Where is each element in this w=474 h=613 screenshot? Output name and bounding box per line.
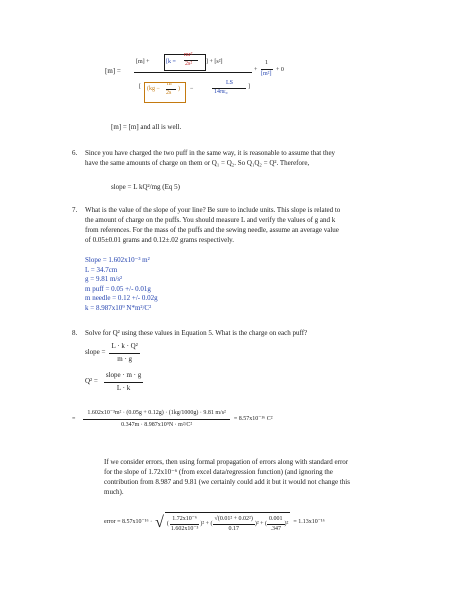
eq-den-right-den: 14πε₀ — [214, 89, 228, 95]
dimensional-conclusion: [m] = [m] and all is well. — [111, 123, 182, 131]
equation-5: slope = L kQ²/mg (Eq 5) — [111, 183, 180, 191]
eq-den-left-den: 2s — [166, 90, 172, 96]
eq-den-bracket: [ — [139, 84, 141, 90]
errors-text-line: much). — [104, 488, 124, 496]
eq-boxed-frac-num: mr² — [184, 52, 193, 58]
sqrt-sign: √ — [155, 514, 164, 531]
eq-num-part1: [m] + — [136, 59, 150, 65]
eq-boxed-frac-den: 2s² — [185, 61, 193, 67]
error-equation: error = 8.57x10⁻¹⁶ · √ ( $\frac{\text{1.72x10⁻⁶}}{\text{1.602x10⁻³}}$ )² + ( $\frac{\text{√(0.01² + 0.02²)}}{0.17}$ )² + ( $\frac{0.001}{.347}$ )² = 1.13x10⁻¹⁶ — [104, 514, 325, 532]
question-text-line: Solve for Q² using these values in Equation 5. What is the charge on each puff? — [85, 329, 308, 337]
measured-values — [85, 256, 158, 313]
document-page: [m] = [m] + [k = mr² 2s² ] + [s²] [ (kg − m 2s ) − LS 14πε₀ ] + 1 [m²] + 0 [m] = [m] and all is well. 6. Since you have charged the two puff in the same way, it is reasonable to assume that they have the same amounts of charge on them or Q₁ = Q₂. So Q₁Q₂ = Q². Therefore, slope = L kQ²/mg (Eq 5) 7. What is the value of the slope of your line? Be sure to include units. This slope is related to the amount of charge on the puffs. You should measure L and verify the values of g and k from references. For the mass of the puffs and the sewing needle, assume an average value of 0.05±0.01 grams and 0.12±.02 grams respectively. Slope = 1.602x10⁻³ m² L = 34.7cm g = 9.81 m/s² m puff = 0.05 +/- 0.01g m needle = 0.12 +/- 0.02g k = 8.987x10⁹ N*m²/C² 8. Solve for Q² using these values in Equation 5. What is the charge on each puff? slope = $\frac{\text{L · k · Q²}}{m \cdot g}$ Q² = $\frac{\text{slope · m · g}}{L \cdot k}$ = $\frac{\text{1.602x10⁻³m² · (0.05g + 0.12g) · (1kg/1000g) · 9.81 m/s²}}{\text{0.347m · 8.987x10⁹N · m²/C²}}$ = 8.57x10⁻¹⁶ C² If we consider errors, then using formal propagation of errors along with standard error for the slope of 1.72x10⁻⁶ (from excel data/regression function) (and ignoring the contribution from 8.987 and 9.81 (we certainly could add it but it would not change this much). error = 8.57x10⁻¹⁶ · √ ( $\frac{\text{1.72x10⁻⁶}}{\text{1.602x10⁻³}}$ )² + ( $\frac{\text{√(0.01² + 0.02²)}}{0.17}$ )² + ( $\frac{0.001}{.347}$ )² = 1.13x10⁻¹⁶ — [72, 52, 350, 532]
question-text-line: of 0.05±0.01 grams and 0.12±.02 grams respectively. — [85, 236, 234, 244]
value-slope: Slope = 1.602x10⁻³ m² — [85, 256, 150, 264]
q-squared-equation: Q² = $\frac{\text{slope · m · g}}{L \cdot k}$ — [85, 371, 142, 392]
eq-frac-num: 1 — [265, 60, 268, 66]
question-number: 7. — [72, 206, 78, 214]
eq-den-left-num: m — [167, 81, 172, 87]
eq-boxed-tail: ] + [s²] — [206, 59, 223, 65]
value-coulomb-constant: k = 8.987x10⁹ N*m²/C² — [85, 303, 152, 312]
question-text-line: Since you have charged the two puff in the same way, it is reasonable to assume that they — [85, 149, 336, 157]
slope-equation: slope = $\frac{\text{L · k · Q²}}{m \cdot g}$ — [85, 342, 138, 363]
q-squared-numeric: = $\frac{\text{1.602x10⁻³m² · (0.05g + 0.12g) · (1kg/1000g) · 9.81 m/s²}}{\text{0.347m · 8.987x10⁹N · m²/C²}}$ = 8.57x10⁻¹⁶ C² — [72, 410, 273, 428]
question-number: 8. — [72, 329, 78, 337]
value-gravity: g = 9.81 m/s² — [85, 275, 123, 283]
value-length: L = 34.7cm — [85, 265, 118, 274]
eq-main-bar — [134, 72, 252, 73]
eq-den-mid: − — [190, 86, 194, 92]
question-text-line: have the same amounts of charge on them or Q₁ = Q₂. So Q₁Q₂ = Q². Therefore, — [85, 159, 310, 167]
eq-lhs: [m] = — [105, 67, 121, 75]
eq-frac-den: [m²] — [261, 71, 272, 77]
value-mass-needle: m needle = 0.12 +/- 0.02g — [85, 294, 158, 302]
question-text-line: from references. For the mass of the puffs and the sewing needle, assume an average value — [85, 226, 339, 234]
question-text-line: What is the value of the slope of your line? Be sure to include units. This slope is related to — [85, 206, 341, 214]
eq-boxed-k: [k = — [166, 59, 176, 65]
eq-den-right-num: LS — [226, 80, 234, 86]
errors-text-line: contribution from 8.987 and 9.81 (we certainly could add it but it would not change this — [104, 478, 350, 486]
question-number: 6. — [72, 149, 78, 157]
eq-tail: + 0 — [276, 67, 284, 73]
errors-text-line: for the slope of 1.72x10⁻⁶ (from excel data/regression function) (and ignoring the — [104, 468, 333, 476]
value-mass-puff: m puff = 0.05 +/- 0.01g — [85, 284, 151, 293]
errors-text-line: If we consider errors, then using formal propagation of errors along with standard error — [104, 458, 349, 466]
sqrt-body: ( $\frac{\text{1.72x10⁻⁶}}{\text{1.602x10⁻³}}$ )² + ( $\frac{\text{√(0.01² + 0.02²)}}{0.17}$ )² + ( $\frac{0.001}{.347}$ )² — [165, 512, 290, 533]
question-text-line: the amount of charge on the puffs. You should measure L and verify the values of g and k — [85, 216, 336, 224]
